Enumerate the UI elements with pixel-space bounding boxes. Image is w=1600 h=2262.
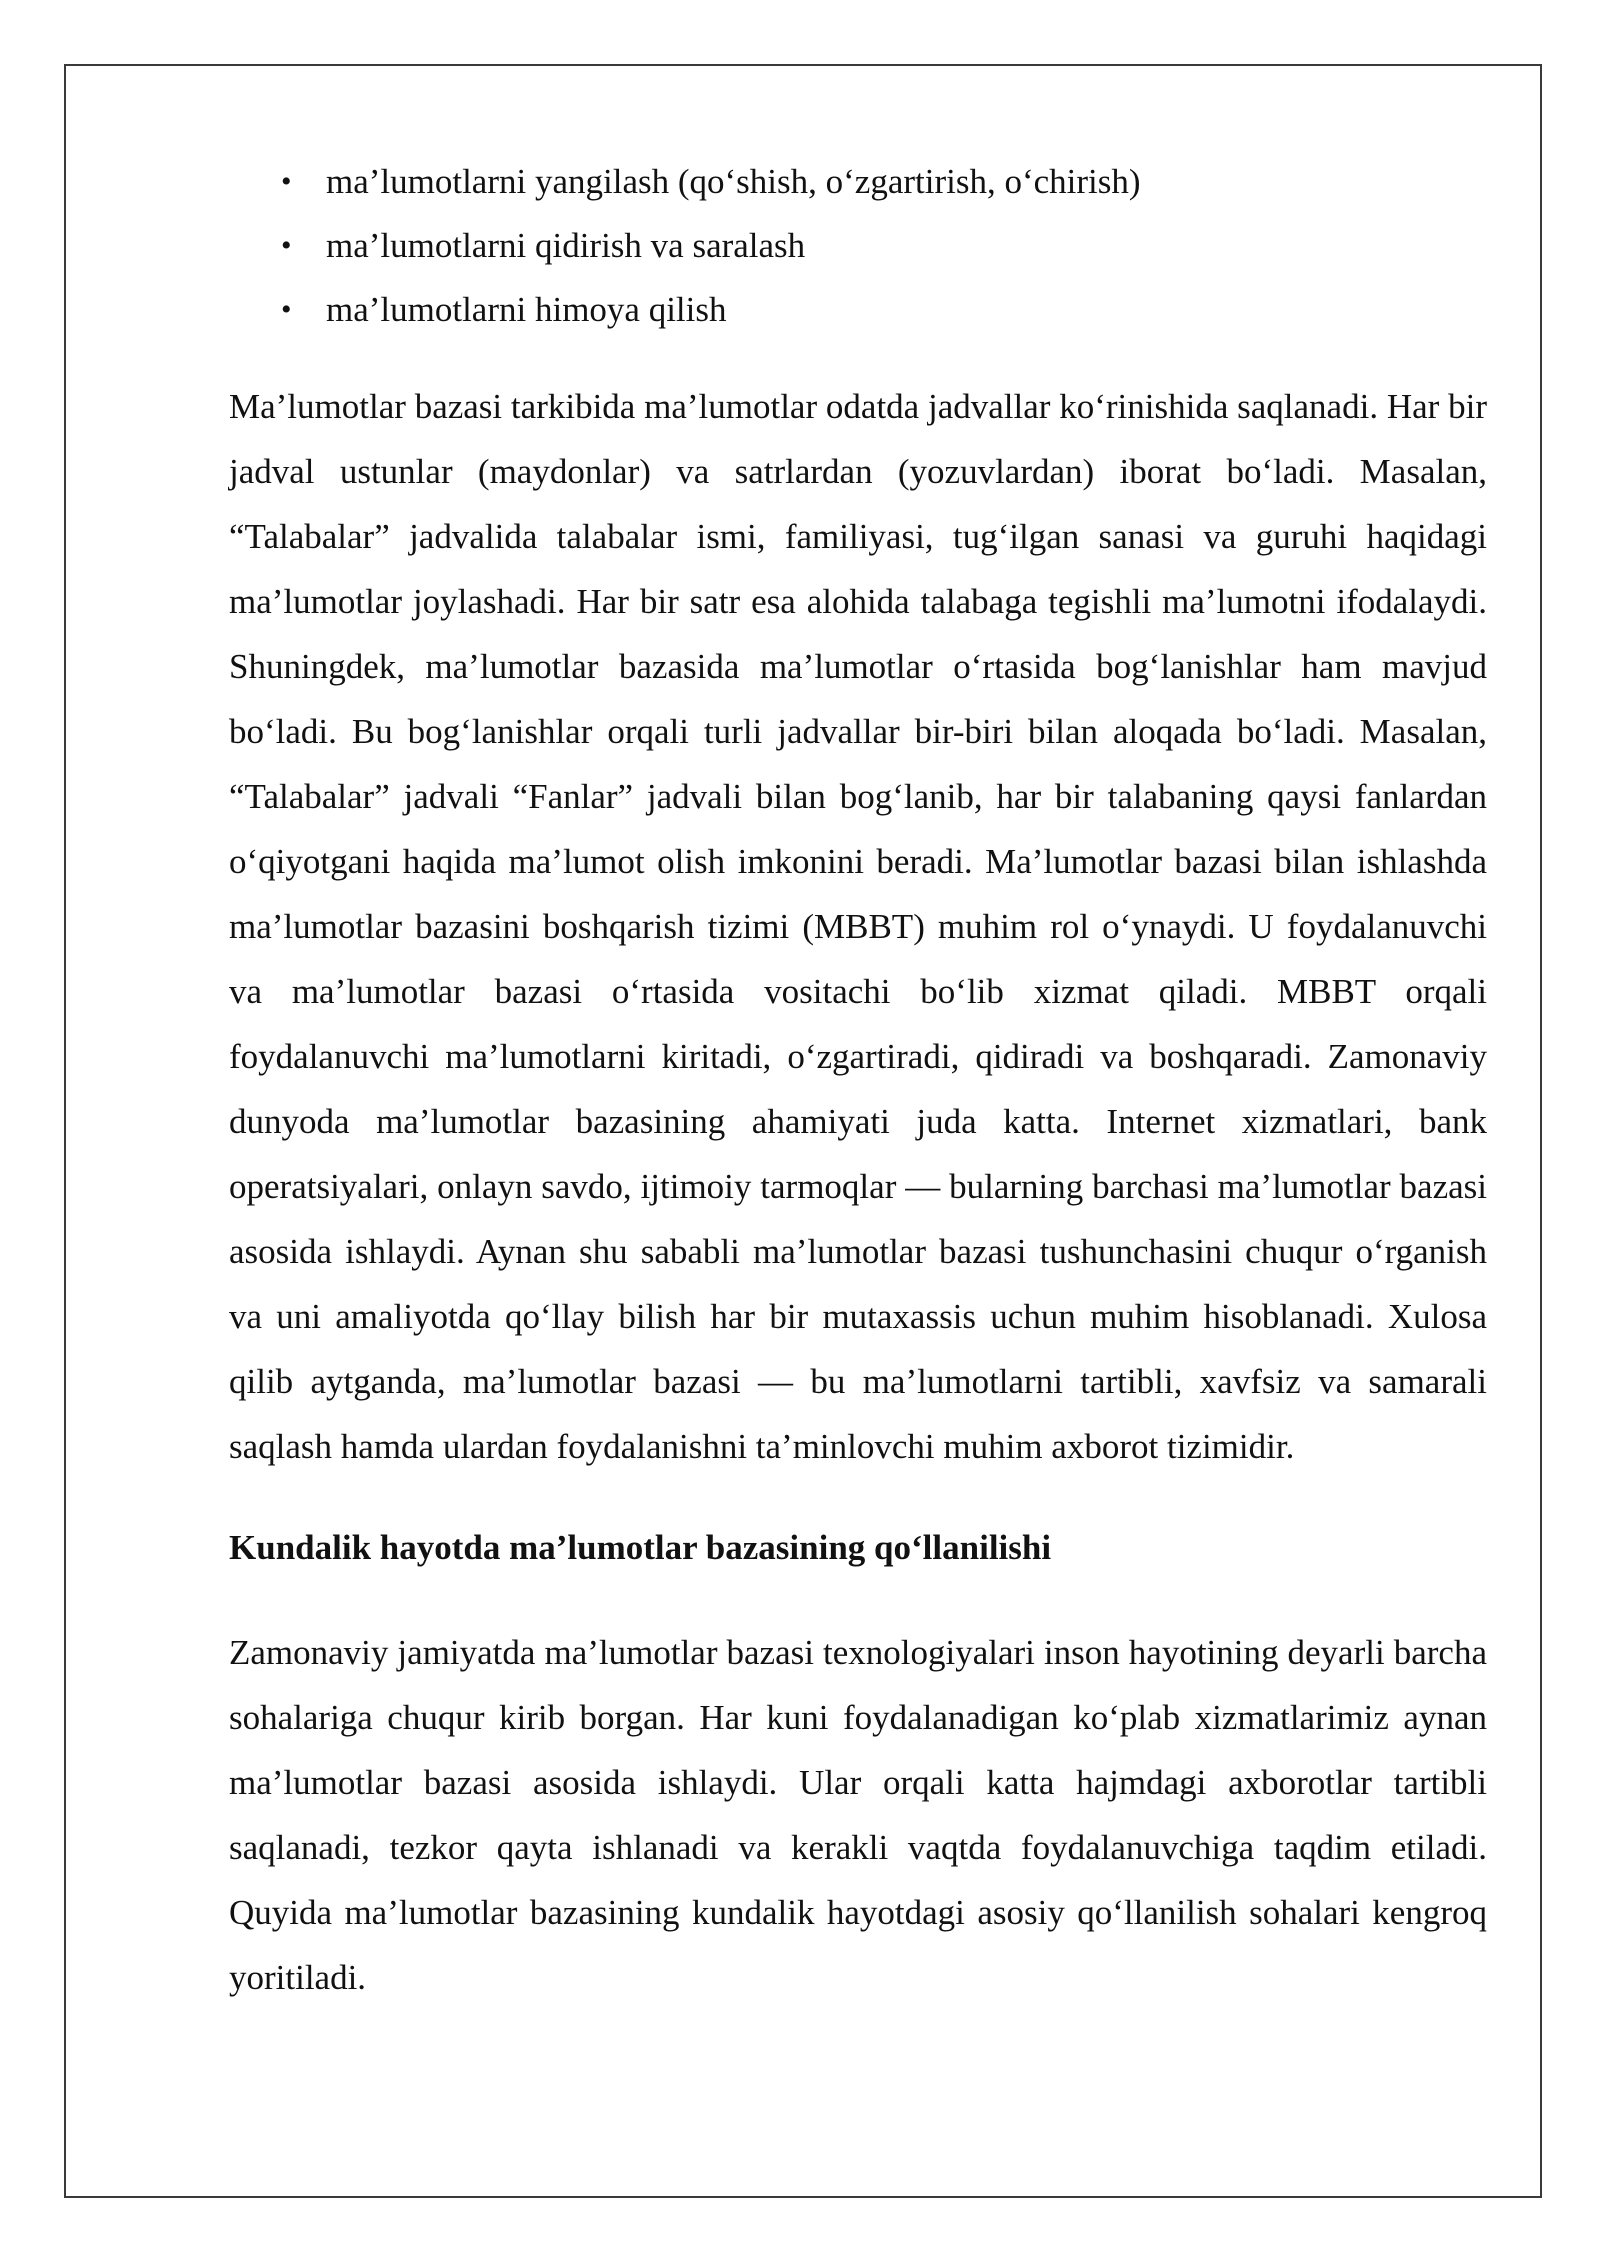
list-item (229, 214, 1487, 278)
bullet-icon: • (281, 165, 292, 198)
document-content (229, 150, 1487, 2010)
paragraph-database-structure: Ma’lumotlar bazasi tarkibida ma’lumotlar odatda jadvallar ko‘rinishida saqlanadi. Har bir jadval ustunlar (maydonlar) va satrlardan (yozuvlardan) iborat bo‘ladi. Masalan, “Talabalar” jadvalida talabalar ismi, familiyasi, tug‘ilgan sanasi va guruhi haqidagi ma’lumotlar joylashadi. Har bir satr esa alohida talabaga tegishli ma’lumotni ifodalaydi. Shuningdek, ma’lumotlar bazasida ma’lumotlar o‘rtasida bog‘lanishlar ham mavjud bo‘ladi. Bu bog‘lanishlar orqali turli jadvallar bir-biri bilan aloqada bo‘ladi. Masalan, “Talabalar” jadvali “Fanlar” jadvali bilan bog‘lanib, har bir talabaning qaysi fanlardan o‘qiyotgani haqida ma’lumot olish imkonini beradi. Ma’lumotlar bazasi bilan ishlashda ma’lumotlar bazasini boshqarish tizimi (MBBT) muhim rol o‘ynaydi. U foydalanuvchi va ma’lumotlar bazasi o‘rtasida vositachi bo‘lib xizmat qiladi. MBBT orqali foydalanuvchi ma’lumotlarni kiritadi, o‘zgartiradi, qidiradi va boshqaradi. Zamonaviy dunyoda ma’lumotlar bazasining ahamiyati juda katta. Internet xizmatlari, bank operatsiyalari, onlayn savdo, ijtimoiy tarmoqlar — bularning barchasi ma’lumotlar bazasi asosida ishlaydi. Aynan shu sababli ma’lumotlar bazasi tushunchasini chuqur o‘rganish va uni amaliyotda qo‘llay bilish har bir mutaxassis uchun muhim hisoblanadi. Xulosa qilib aytganda, ma’lumotlar bazasi — bu ma’lumotlarni tartibli, xavfsiz va samarali saqlash hamda ulardan foydalanishni ta’minlovchi muhim axborot tizimidir. (229, 387, 1487, 1466)
section-heading: Kundalik hayotda ma’lumotlar bazasining qo‘llanilishi (229, 1528, 1052, 1567)
bullet-icon: • (281, 229, 292, 262)
paragraph-daily-life-usage: Zamonaviy jamiyatda ma’lumotlar bazasi texnologiyalari inson hayotining deyarli barcha sohalariga chuqur kirib borgan. Har kuni foydalanadigan ko‘plab xizmatlarimiz aynan ma’lumotlar bazasi asosida ishlaydi. Ular orqali katta hajmdagi axborotlar tartibli saqlanadi, tezkor qayta ishlanadi va kerakli vaqtda foydalanuvchiga taqdim etiladi. Quyida ma’lumotlar bazasining kundalik hayotdagi asosiy qo‘llanilish sohalari kengroq yoritiladi. (229, 1633, 1487, 1997)
list-item-text: ma’lumotlarni yangilash (qo‘shish, o‘zgartirish, o‘chirish) (326, 162, 1141, 201)
list-item (229, 150, 1487, 214)
list-item-text: ma’lumotlarni qidirish va saralash (326, 226, 806, 265)
bullet-list (229, 150, 1487, 342)
bullet-icon: • (281, 293, 292, 326)
list-item (229, 278, 1487, 342)
list-item-text: ma’lumotlarni himoya qilish (326, 290, 727, 329)
